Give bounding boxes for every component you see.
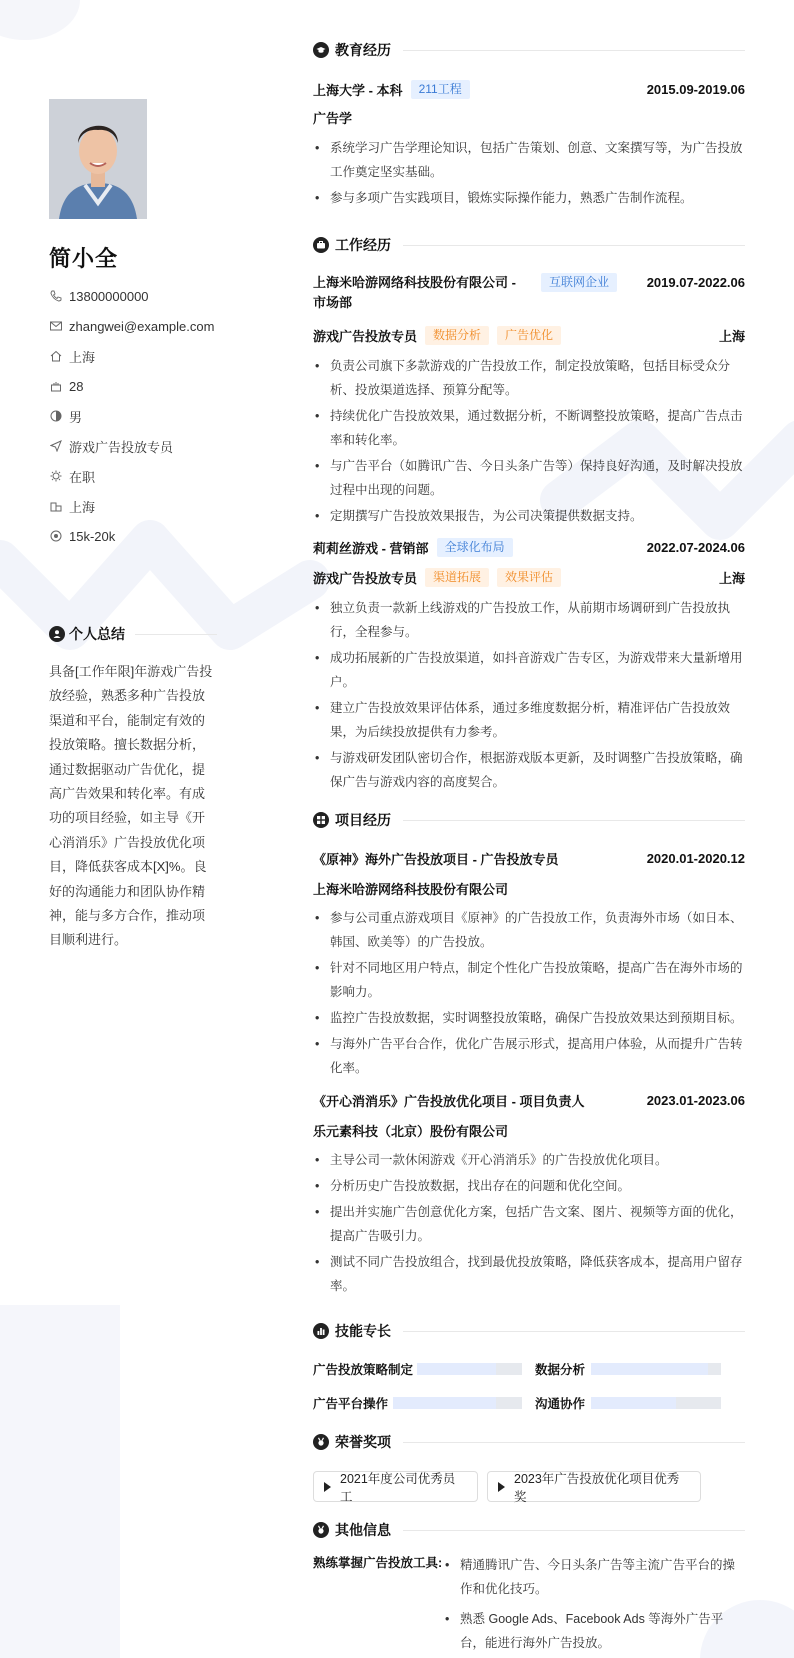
info-age <box>49 371 224 401</box>
job-1-date: 2019.07-2022.06 <box>646 275 745 290</box>
skills-heading <box>313 1320 745 1342</box>
work-title: 工作经历 <box>335 237 391 253</box>
skill-3-fill <box>393 1397 496 1409</box>
skill-2-bar <box>591 1363 721 1375</box>
list-item: • 分析历史广告投放数据，找出存在的问题和优化空间。 <box>313 1174 745 1198</box>
list-item: • 定期撰写广告投放效果报告，为公司决策提供数据支持。 <box>313 504 745 528</box>
job-2-company: 莉莉丝游戏 - 营销部 <box>313 540 429 556</box>
job-1-role-row <box>313 324 745 346</box>
project-1-name: 《原神》海外广告投放项目 - 广告投放专员 <box>313 851 559 867</box>
age-text: 28 <box>69 378 84 394</box>
info-status <box>49 461 224 491</box>
job-2-location: 上海 <box>718 570 745 586</box>
job-1-role: 游戏广告投放专员 <box>313 328 418 344</box>
profile-name: 简小全 <box>49 246 119 271</box>
job-1-company: 上海米哈游网络科技股份有限公司 - 市场部 <box>313 275 516 310</box>
job-2-role: 游戏广告投放专员 <box>313 570 418 586</box>
projects-title: 项目经历 <box>335 812 391 828</box>
phone-text: 13800000000 <box>69 288 149 304</box>
location-text: 上海 <box>69 349 96 365</box>
divider <box>403 1530 745 1531</box>
projects-heading <box>313 809 745 831</box>
education-bullets <box>313 136 745 212</box>
other-bullets <box>443 1553 745 1658</box>
education-major: 广告学 <box>313 110 353 126</box>
list-item: • 与广告平台（如腾讯广告、今日头条广告等）保持良好沟通，及时解决投放过程中出现的问题。 <box>313 454 745 502</box>
job-2-header <box>313 536 745 558</box>
age-icon <box>49 379 63 393</box>
skill-4-bar <box>591 1397 721 1409</box>
job-2-tag-2: 效果评估 <box>497 568 561 587</box>
project-2-org: 乐元素科技（北京）股份有限公司 <box>313 1123 509 1139</box>
project-2-bullets <box>313 1148 745 1300</box>
project-1-bullets <box>313 906 745 1082</box>
job-2-role-row <box>313 566 745 588</box>
project-1-date: 2020.01-2020.12 <box>646 850 745 866</box>
play-icon <box>498 1482 505 1492</box>
award-1 <box>313 1471 478 1502</box>
education-header-row <box>313 78 745 100</box>
award-2 <box>487 1471 701 1502</box>
list-item: • 测试不同广告投放组合，找到最优投放策略，降低获客成本，提高用户留存率。 <box>313 1250 745 1298</box>
job-2-company-tag: 全球化布局 <box>437 538 513 557</box>
skill-1-bar <box>417 1363 522 1375</box>
divider <box>403 1442 745 1443</box>
project-2-date: 2023.01-2023.06 <box>646 1092 745 1108</box>
job-1-company-tag: 互联网企业 <box>541 273 617 292</box>
skills-title: 技能专长 <box>335 1323 391 1339</box>
list-item: • 系统学习广告学理论知识，包括广告策划、创意、文案撰写等，为广告投放工作奠定坚实基础。 <box>313 136 745 184</box>
info-salary <box>49 521 224 551</box>
skill-4-label: 沟通协作 <box>535 1397 586 1411</box>
job-1-tag-2: 广告优化 <box>497 326 561 345</box>
other-heading <box>313 1519 745 1541</box>
project-2-name: 《开心消消乐》广告投放优化项目 - 项目负责人 <box>313 1093 585 1109</box>
job-2-bullets <box>313 596 745 796</box>
project-2-org-row <box>313 1119 745 1141</box>
phone-icon <box>49 289 63 303</box>
info-phone <box>49 281 224 311</box>
skill-3-bar <box>393 1397 522 1409</box>
list-item: • 监控广告投放数据，实时调整投放策略，确保广告投放效果达到预期目标。 <box>313 1006 745 1030</box>
job-1-tag-1: 数据分析 <box>425 326 489 345</box>
list-item: • 精通腾讯广告、今日头条广告等主流广告平台的操作和优化技巧。 <box>443 1553 745 1601</box>
status-icon <box>49 469 63 483</box>
send-icon <box>49 439 63 453</box>
info-position <box>49 431 224 461</box>
other-label: 熟练掌握广告投放工具: <box>313 1556 443 1570</box>
info-location <box>49 341 224 371</box>
divider <box>403 245 745 246</box>
list-item: • 持续优化广告投放效果，通过数据分析，不断调整投放策略，提高广告点击率和转化率。 <box>313 404 745 452</box>
list-item: • 主导公司一款休闲游戏《开心消消乐》的广告投放优化项目。 <box>313 1148 745 1172</box>
project-1-org: 上海米哈游网络科技股份有限公司 <box>313 881 509 897</box>
briefcase-icon <box>313 237 329 253</box>
bar-chart-icon <box>313 1323 329 1339</box>
education-heading <box>313 39 745 61</box>
divider <box>403 50 745 51</box>
job-2-tag-1: 渠道拓展 <box>425 568 489 587</box>
school-name: 上海大学 - 本科 <box>313 82 403 98</box>
list-item: • 建立广告投放效果评估体系，通过多维度数据分析，精准评估广告投放效果，为后续投放提供有力参考。 <box>313 696 745 744</box>
list-item: • 参与公司重点游戏项目《原神》的广告投放工作，负责海外市场（如日本、韩国、欧美等）的广告投放。 <box>313 906 745 954</box>
education-title: 教育经历 <box>335 42 391 58</box>
grid-icon <box>313 812 329 828</box>
summary-heading <box>49 623 217 645</box>
graduation-cap-icon <box>313 42 329 58</box>
mail-icon <box>49 319 63 333</box>
skill-4-fill <box>591 1397 676 1409</box>
email-text: zhangwei@example.com <box>69 318 215 334</box>
salary-text: 15k-20k <box>69 528 116 544</box>
work-heading <box>313 234 745 256</box>
summary-title: 个人总结 <box>69 626 125 642</box>
gender-icon <box>49 409 63 423</box>
info-email <box>49 311 224 341</box>
education-major-row <box>313 107 745 127</box>
job-1-bullets <box>313 354 745 530</box>
job-2-date: 2022.07-2024.06 <box>646 539 745 555</box>
other-title: 其他信息 <box>335 1522 391 1538</box>
avatar <box>49 99 147 219</box>
school-tag: 211工程 <box>411 80 470 99</box>
project-1-header <box>313 847 745 869</box>
list-item: • 针对不同地区用户特点，制定个性化广告投放策略，提高广告在海外市场的影响力。 <box>313 956 745 1004</box>
list-item: • 与海外广告平台合作，优化广告展示形式，提高用户体验，从而提升广告转化率。 <box>313 1032 745 1080</box>
divider <box>403 820 745 821</box>
awards-title: 荣誉奖项 <box>335 1434 391 1450</box>
contact-info-list <box>49 281 224 551</box>
list-item: • 独立负责一款新上线游戏的广告投放工作，从前期市场调研到广告投放执行，全程参与。 <box>313 596 745 644</box>
award-2-label: 2023年广告投放优化项目优秀奖 <box>514 1471 680 1504</box>
list-item: • 熟悉 Google Ads、Facebook Ads 等海外广告平台，能进行海外广告投放。 <box>443 1607 745 1655</box>
divider <box>135 634 217 635</box>
info-city <box>49 491 224 521</box>
city-text: 上海 <box>69 499 96 515</box>
info-gender <box>49 401 224 431</box>
play-icon <box>324 1482 331 1492</box>
user-icon <box>49 626 65 642</box>
info-icon <box>313 1522 329 1538</box>
skill-2-fill <box>591 1363 708 1375</box>
education-date: 2015.09-2019.06 <box>646 81 745 97</box>
position-text: 游戏广告投放专员 <box>69 439 174 455</box>
list-item: • 成功拓展新的广告投放渠道，如抖音游戏广告专区，为游戏带来大量新增用户。 <box>313 646 745 694</box>
project-1-org-row <box>313 877 745 899</box>
summary-text: 具备[工作年限]年游戏广告投放经验，熟悉多种广告投放渠道和平台，能制定有效的投放策略。擅长数据分析，通过数据驱动广告优化，提高广告效果和转化率。有成功的项目经验，如主导《开心消消乐》广告投放优化项目，降低获客成本[X]%。良好的沟通能力和团队协作精神，能与多方合作，推动项目顺利进行。 <box>49 664 213 948</box>
award-1-label: 2021年度公司优秀员工 <box>340 1471 456 1504</box>
salary-icon <box>49 529 63 543</box>
status-text: 在职 <box>69 469 96 485</box>
divider <box>403 1331 745 1332</box>
project-2-header <box>313 1089 745 1111</box>
gender-text: 男 <box>69 409 83 425</box>
skill-1-label: 广告投放策略制定 <box>313 1363 414 1377</box>
job-1-header <box>313 273 745 313</box>
list-item: • 提出并实施广告创意优化方案，包括广告文案、图片、视频等方面的优化，提高广告吸引力。 <box>313 1200 745 1248</box>
job-1-location: 上海 <box>718 328 745 344</box>
awards-heading <box>313 1431 745 1453</box>
list-item: • 参与多项广告实践项目，锻炼实际操作能力，熟悉广告制作流程。 <box>313 186 745 210</box>
skill-1-fill <box>417 1363 496 1375</box>
skill-3-label: 广告平台操作 <box>313 1397 389 1411</box>
list-item: • 负责公司旗下多款游戏的广告投放工作，制定投放策略，包括目标受众分析、投放渠道选择、预算分配等。 <box>313 354 745 402</box>
medal-icon <box>313 1434 329 1450</box>
skill-2-label: 数据分析 <box>535 1363 586 1377</box>
list-item: • 与游戏研发团队密切合作，根据游戏版本更新，及时调整广告投放策略，确保广告与游戏内容的高度契合。 <box>313 746 745 794</box>
city-icon <box>49 499 63 513</box>
home-icon <box>49 349 63 363</box>
